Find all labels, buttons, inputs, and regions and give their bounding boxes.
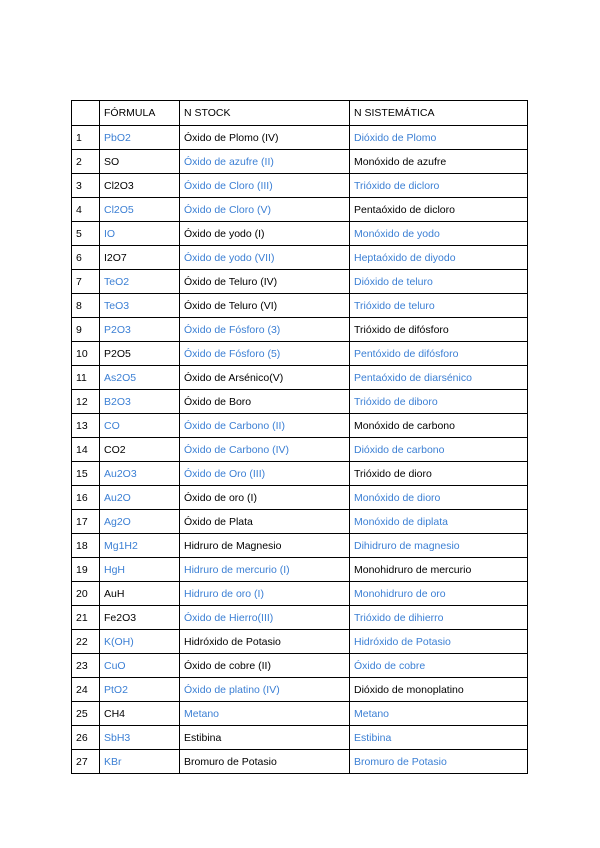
table-row: [72, 342, 528, 366]
cell-systematic-name: Monóxido de azufre: [350, 150, 528, 174]
cell-systematic-name: Pentóxido de difósforo: [350, 342, 528, 366]
cell-systematic-name: Monóxido de carbono: [350, 414, 528, 438]
cell-formula: SbH3: [100, 726, 180, 750]
cell-stock-name: Óxido de Plata: [180, 510, 350, 534]
cell-systematic-name: Trióxido de teluro: [350, 294, 528, 318]
cell-formula: Mg1H2: [100, 534, 180, 558]
cell-stock-name: Metano: [180, 702, 350, 726]
cell-formula: IO: [100, 222, 180, 246]
cell-stock-name: Óxido de Carbono (IV): [180, 438, 350, 462]
table-row: [72, 222, 528, 246]
cell-number: 4: [72, 198, 100, 222]
table-row: [72, 318, 528, 342]
cell-systematic-name: Heptaóxido de diyodo: [350, 246, 528, 270]
table-row: [72, 150, 528, 174]
cell-number: 2: [72, 150, 100, 174]
cell-formula: PtO2: [100, 678, 180, 702]
cell-number: 22: [72, 630, 100, 654]
cell-formula: K(OH): [100, 630, 180, 654]
cell-systematic-name: Bromuro de Potasio: [350, 750, 528, 774]
cell-stock-name: Óxido de cobre (II): [180, 654, 350, 678]
cell-systematic-name: Trióxido de dihierro: [350, 606, 528, 630]
cell-number: 14: [72, 438, 100, 462]
cell-number: 17: [72, 510, 100, 534]
table-row: [72, 702, 528, 726]
cell-stock-name: Óxido de Oro (III): [180, 462, 350, 486]
cell-systematic-name: Trióxido de dioro: [350, 462, 528, 486]
cell-formula: Au2O3: [100, 462, 180, 486]
cell-number: 19: [72, 558, 100, 582]
cell-number: 9: [72, 318, 100, 342]
cell-number: 12: [72, 390, 100, 414]
cell-systematic-name: Estibina: [350, 726, 528, 750]
cell-systematic-name: Dióxido de Plomo: [350, 126, 528, 150]
cell-formula: PbO2: [100, 126, 180, 150]
cell-systematic-name: Monóxido de yodo: [350, 222, 528, 246]
cell-formula: Cl2O5: [100, 198, 180, 222]
table-row: [72, 390, 528, 414]
cell-systematic-name: Metano: [350, 702, 528, 726]
table-row: [72, 174, 528, 198]
cell-systematic-name: Trióxido de diboro: [350, 390, 528, 414]
table-row: [72, 414, 528, 438]
cell-systematic-name: Pentaóxido de diarsénico: [350, 366, 528, 390]
cell-stock-name: Óxido de Arsénico(V): [180, 366, 350, 390]
table-row: [72, 198, 528, 222]
cell-systematic-name: Monohidruro de mercurio: [350, 558, 528, 582]
cell-systematic-name: Monóxido de dioro: [350, 486, 528, 510]
cell-stock-name: Hidruro de oro (I): [180, 582, 350, 606]
cell-stock-name: Óxido de oro (I): [180, 486, 350, 510]
cell-number: 13: [72, 414, 100, 438]
cell-number: 8: [72, 294, 100, 318]
cell-formula: CO2: [100, 438, 180, 462]
cell-stock-name: Óxido de Cloro (V): [180, 198, 350, 222]
cell-systematic-name: Trióxido de dicloro: [350, 174, 528, 198]
table-row: [72, 582, 528, 606]
table-row: [72, 246, 528, 270]
cell-number: 1: [72, 126, 100, 150]
cell-formula: CH4: [100, 702, 180, 726]
table-row: [72, 486, 528, 510]
cell-stock-name: Óxido de Boro: [180, 390, 350, 414]
cell-formula: P2O3: [100, 318, 180, 342]
table-row: [72, 294, 528, 318]
table-row: [72, 270, 528, 294]
cell-formula: SO: [100, 150, 180, 174]
table-row: [72, 750, 528, 774]
cell-formula: TeO2: [100, 270, 180, 294]
cell-formula: I2O7: [100, 246, 180, 270]
cell-stock-name: Óxido de platino (IV): [180, 678, 350, 702]
cell-systematic-name: Dióxido de monoplatino: [350, 678, 528, 702]
cell-formula: CO: [100, 414, 180, 438]
cell-formula: KBr: [100, 750, 180, 774]
header-formula: FÓRMULA: [100, 101, 180, 126]
cell-stock-name: Hidróxido de Potasio: [180, 630, 350, 654]
table-row: [72, 678, 528, 702]
cell-formula: Au2O: [100, 486, 180, 510]
header-systematic-name: N SISTEMÁTICA: [350, 101, 528, 126]
cell-number: 27: [72, 750, 100, 774]
cell-formula: P2O5: [100, 342, 180, 366]
cell-formula: TeO3: [100, 294, 180, 318]
cell-formula: Ag2O: [100, 510, 180, 534]
table-row: [72, 606, 528, 630]
compounds-table: [71, 100, 528, 774]
cell-number: 10: [72, 342, 100, 366]
cell-number: 7: [72, 270, 100, 294]
cell-formula: AuH: [100, 582, 180, 606]
cell-stock-name: Óxido de Cloro (III): [180, 174, 350, 198]
table-row: [72, 462, 528, 486]
cell-number: 5: [72, 222, 100, 246]
cell-stock-name: Óxido de Fósforo (3): [180, 318, 350, 342]
cell-systematic-name: Pentaóxido de dicloro: [350, 198, 528, 222]
cell-stock-name: Hidruro de Magnesio: [180, 534, 350, 558]
cell-systematic-name: Monóxido de diplata: [350, 510, 528, 534]
cell-systematic-name: Óxido de cobre: [350, 654, 528, 678]
cell-stock-name: Óxido de yodo (VII): [180, 246, 350, 270]
header-stock-name: N STOCK: [180, 101, 350, 126]
table-row: [72, 510, 528, 534]
table-row: [72, 366, 528, 390]
cell-stock-name: Óxido de Fósforo (5): [180, 342, 350, 366]
table-row: [72, 438, 528, 462]
cell-stock-name: Bromuro de Potasio: [180, 750, 350, 774]
cell-formula: CuO: [100, 654, 180, 678]
cell-stock-name: Hidruro de mercurio (I): [180, 558, 350, 582]
cell-formula: Cl2O3: [100, 174, 180, 198]
cell-number: 18: [72, 534, 100, 558]
cell-systematic-name: Dihidruro de magnesio: [350, 534, 528, 558]
cell-formula: As2O5: [100, 366, 180, 390]
cell-number: 3: [72, 174, 100, 198]
header-number: [72, 101, 100, 126]
table-row: [72, 558, 528, 582]
cell-stock-name: Óxido de Teluro (IV): [180, 270, 350, 294]
table-row: [72, 630, 528, 654]
cell-number: 21: [72, 606, 100, 630]
cell-number: 11: [72, 366, 100, 390]
cell-number: 20: [72, 582, 100, 606]
cell-systematic-name: Hidróxido de Potasio: [350, 630, 528, 654]
cell-formula: B2O3: [100, 390, 180, 414]
cell-systematic-name: Dióxido de carbono: [350, 438, 528, 462]
cell-systematic-name: Dióxido de teluro: [350, 270, 528, 294]
cell-stock-name: Óxido de Hierro(III): [180, 606, 350, 630]
table-row: [72, 126, 528, 150]
cell-number: 23: [72, 654, 100, 678]
cell-systematic-name: Trióxido de difósforo: [350, 318, 528, 342]
table-row: [72, 726, 528, 750]
cell-number: 6: [72, 246, 100, 270]
cell-stock-name: Óxido de Carbono (II): [180, 414, 350, 438]
cell-stock-name: Óxido de Teluro (VI): [180, 294, 350, 318]
cell-number: 16: [72, 486, 100, 510]
cell-formula: Fe2O3: [100, 606, 180, 630]
cell-formula: HgH: [100, 558, 180, 582]
cell-stock-name: Óxido de yodo (I): [180, 222, 350, 246]
cell-stock-name: Óxido de Plomo (IV): [180, 126, 350, 150]
cell-number: 24: [72, 678, 100, 702]
cell-stock-name: Óxido de azufre (II): [180, 150, 350, 174]
table-body: [72, 126, 528, 774]
cell-number: 25: [72, 702, 100, 726]
table-row: [72, 534, 528, 558]
cell-number: 15: [72, 462, 100, 486]
cell-stock-name: Estibina: [180, 726, 350, 750]
cell-systematic-name: Monohidruro de oro: [350, 582, 528, 606]
cell-number: 26: [72, 726, 100, 750]
table-header-row: [72, 101, 528, 126]
table-row: [72, 654, 528, 678]
